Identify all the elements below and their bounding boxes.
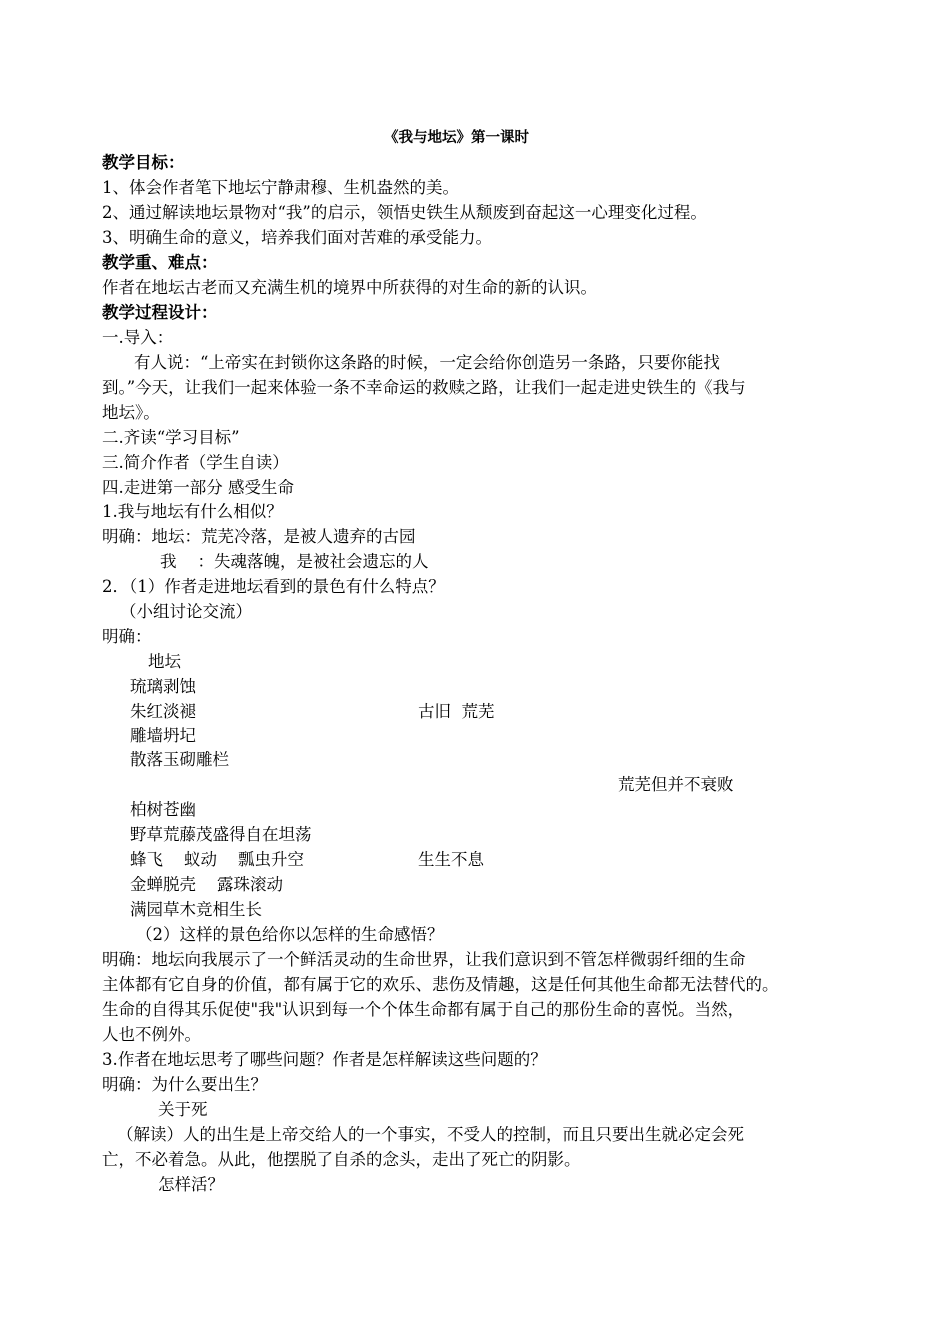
answer-2b-line-2: 主体都有它自身的价值，都有属于它的欢乐、悲伤及情趣，这是任何其他生命都无法替代的。 (102, 975, 779, 994)
scene-item: 朱红淡褪 (130, 702, 196, 721)
answer-2b-line-1: 明确：地坛向我展示了一个鲜活灵动的生命世界，让我们意识到不管怎样微弱纤细的生命 (102, 950, 746, 969)
summary-overall: 荒芜但并不衰败 (618, 775, 734, 794)
question-2-note: （小组讨论交流） (120, 602, 252, 621)
intro-heading: 一.导入： (102, 328, 174, 347)
answer-2b-line-3: 生命的自得其乐促使"我"认识到每一个个体生命都有属于自己的那份生命的喜悦。当然， (102, 1000, 745, 1019)
intro-line-1: 有人说：“上帝实在封锁你这条路的时候，一定会给你创造另一条路，只要你能找 (134, 353, 720, 372)
scene-item: 柏树苍幽 (130, 800, 196, 819)
objective-3: 3、明确生命的意义，培养我们面对苦难的承受能力。 (102, 228, 492, 247)
answer-2b-line-4: 人也不例外。 (102, 1025, 201, 1044)
question-3: 3.作者在地坛思考了哪些问题？作者是怎样解读这些问题的？ (102, 1050, 547, 1069)
scene-item: 雕墙坍圮 (130, 726, 196, 745)
question-2b: （2）这样的景色给你以怎样的生命感悟？ (136, 925, 444, 944)
scene-heading: 地坛 (148, 652, 181, 671)
summary-old: 古旧 荒芜 (418, 702, 495, 721)
process-heading: 教学过程设计： (102, 303, 218, 322)
step-3: 三.简介作者（学生自读） (102, 453, 289, 472)
intro-line-2: 到。”今天，让我们一起来体验一条不幸命运的救赎之路，让我们一起走进史铁生的《我与 (102, 378, 746, 397)
answer-3-line-1: 明确：为什么要出生？ (102, 1075, 267, 1094)
key-points-heading: 教学重、难点： (102, 253, 218, 272)
objective-1: 1、体会作者笔下地坛宁静肃穆、生机盎然的美。 (102, 178, 459, 197)
scene-item: 散落玉砌雕栏 (130, 750, 229, 769)
answer-1-line-1: 明确：地坛：荒芜冷落，是被人遗弃的古园 (102, 527, 416, 546)
scene-item: 琉璃剥蚀 (130, 677, 196, 696)
question-1: 1.我与地坛有什么相似？ (102, 502, 283, 521)
question-2: 2．（1）作者走进地坛看到的景色有什么特点？ (102, 577, 445, 596)
step-2: 二.齐读“学习目标” (102, 428, 240, 447)
intro-line-3: 地坛》。 (102, 403, 160, 422)
objective-2: 2、通过解读地坛景物对“我”的启示，领悟史铁生从颓废到奋起这一心理变化过程。 (102, 203, 707, 222)
scene-item: 野草荒藤茂盛得自在坦荡 (130, 825, 312, 844)
answer-3-interp-line-2: 亡，不必着急。从此，他摆脱了自杀的念头，走出了死亡的阴影。 (102, 1150, 581, 1169)
objectives-heading: 教学目标： (102, 153, 185, 172)
scene-item: 蜂飞 蚁动 瓢虫升空 (130, 850, 304, 869)
scene-item: 金蝉脱壳 露珠滚动 (130, 875, 283, 894)
key-points-text: 作者在地坛古老而又充满生机的境界中所获得的对生命的新的认识。 (102, 278, 597, 297)
step-4: 四.走进第一部分 感受生命 (102, 478, 294, 497)
answer-3-death: 关于死 (158, 1100, 208, 1119)
page-title: 《我与地坛》第一课时 (384, 130, 529, 146)
answer-1-line-2: 我 ：失魂落魄，是被社会遗忘的人 (160, 552, 429, 571)
answer-3-interp-line-1: （解读）人的出生是上帝交给人的一个事实，不受人的控制，而且只要出生就必定会死 (117, 1125, 744, 1144)
answer-3-how: 怎样活？ (158, 1175, 224, 1194)
answer-2-label: 明确： (102, 627, 152, 646)
scene-item: 满园草木竞相生长 (130, 900, 262, 919)
summary-life: 生生不息 (418, 850, 484, 869)
